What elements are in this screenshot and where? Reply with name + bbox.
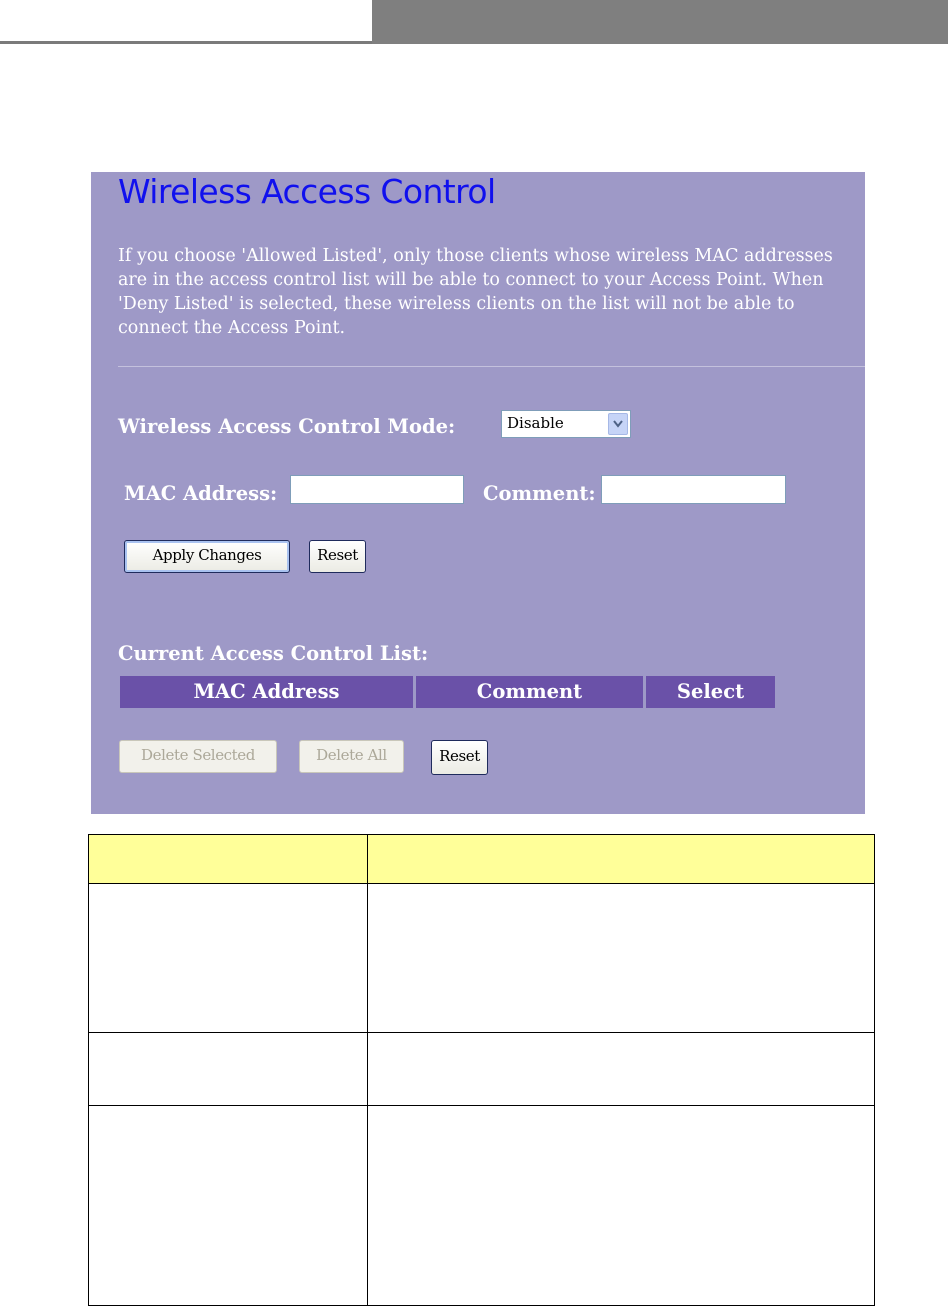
mode-label: Wireless Access Control Mode: (118, 415, 456, 438)
comment-label: Comment: (483, 482, 596, 505)
table-cell (88, 883, 368, 1033)
column-header-comment: Comment (416, 676, 643, 708)
parameter-table (88, 834, 875, 1306)
mac-address-label: MAC Address: (124, 482, 278, 505)
table-cell (367, 1105, 875, 1306)
apply-changes-button[interactable]: Apply Changes (124, 540, 290, 573)
divider (118, 366, 865, 367)
wireless-access-control-panel (91, 172, 865, 814)
access-control-list-label: Current Access Control List: (118, 642, 429, 665)
header-rule (0, 41, 372, 44)
mode-select-value: Disable (507, 414, 564, 432)
comment-input[interactable] (601, 475, 786, 504)
table-cell (367, 1032, 875, 1106)
reset-list-button[interactable]: Reset (431, 740, 488, 775)
column-header-mac-address: MAC Address (120, 676, 413, 708)
delete-all-button[interactable]: Delete All (299, 740, 404, 773)
header-bar (372, 0, 948, 44)
table-header-cell (88, 834, 368, 884)
column-header-select: Select (646, 676, 775, 708)
description-text: If you choose 'Allowed Listed', only those clients whose wireless MAC addresses are in the access control list will be able to connect to your Access Point. When 'Deny Listed' is selected, these wireless clients on the list will not be able to connect the Access Point. (118, 246, 833, 338)
mode-select[interactable] (501, 410, 631, 438)
reset-button[interactable]: Reset (309, 540, 366, 573)
mac-address-input[interactable] (290, 475, 464, 504)
table-cell (88, 1105, 368, 1306)
table-cell (367, 883, 875, 1033)
table-cell (88, 1032, 368, 1106)
delete-selected-button[interactable]: Delete Selected (119, 740, 277, 773)
page-title: Wireless Access Control (118, 172, 496, 211)
table-header-cell (367, 834, 875, 884)
chevron-down-icon[interactable] (608, 413, 628, 435)
